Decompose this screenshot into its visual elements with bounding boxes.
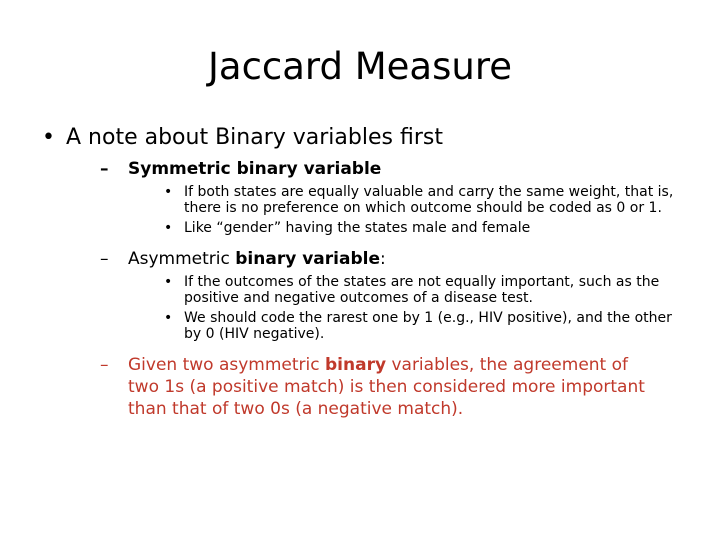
symmetric-point-2 xyxy=(164,220,684,236)
bullet-dot-icon: • xyxy=(164,310,173,326)
dash-icon: – xyxy=(100,355,109,375)
symmetric-heading xyxy=(100,158,690,180)
bullet-dot-icon: • xyxy=(42,125,55,150)
asymmetric-heading xyxy=(100,248,690,270)
main-bullet-text: A note about Binary variables first xyxy=(66,125,443,150)
given-bold: binary xyxy=(325,355,387,375)
slide-title: Jaccard Measure xyxy=(207,45,512,88)
asymmetric-point-2-text: We should code the rarest one by 1 (e.g., HIV positive), and the other by 0 (HIV negative). xyxy=(184,310,672,342)
given-statement xyxy=(100,354,648,420)
given-post: variables, the agreement of two 1s (a positive match) is then considered more important than that of two 0s (a negative match). xyxy=(128,355,645,419)
dash-icon: – xyxy=(100,249,109,269)
slide-content xyxy=(30,124,690,420)
dash-icon: – xyxy=(100,159,109,179)
asymmetric-point-1 xyxy=(164,274,684,306)
main-bullet xyxy=(30,124,690,152)
symmetric-point-1 xyxy=(164,184,684,216)
asymmetric-label-pre: Asymmetric xyxy=(128,249,236,269)
asymmetric-label-bold: binary variable xyxy=(235,249,380,269)
symmetric-label: Symmetric binary variable xyxy=(128,159,382,179)
asymmetric-point-1-text: If the outcomes of the states are not equally important, such as the positive and negative outcomes of a disease test. xyxy=(184,274,660,306)
symmetric-point-1-text: If both states are equally valuable and carry the same weight, that is, there is no preference on which outcome should be coded as 0 or 1. xyxy=(184,184,674,216)
symmetric-point-2-text: Like “gender” having the states male and female xyxy=(184,220,531,236)
bullet-dot-icon: • xyxy=(164,220,173,236)
bullet-dot-icon: • xyxy=(164,274,173,290)
given-pre: Given two asymmetric xyxy=(128,355,326,375)
asymmetric-label-post: : xyxy=(379,249,386,269)
bullet-dot-icon: • xyxy=(164,184,173,200)
asymmetric-point-2 xyxy=(164,310,684,342)
